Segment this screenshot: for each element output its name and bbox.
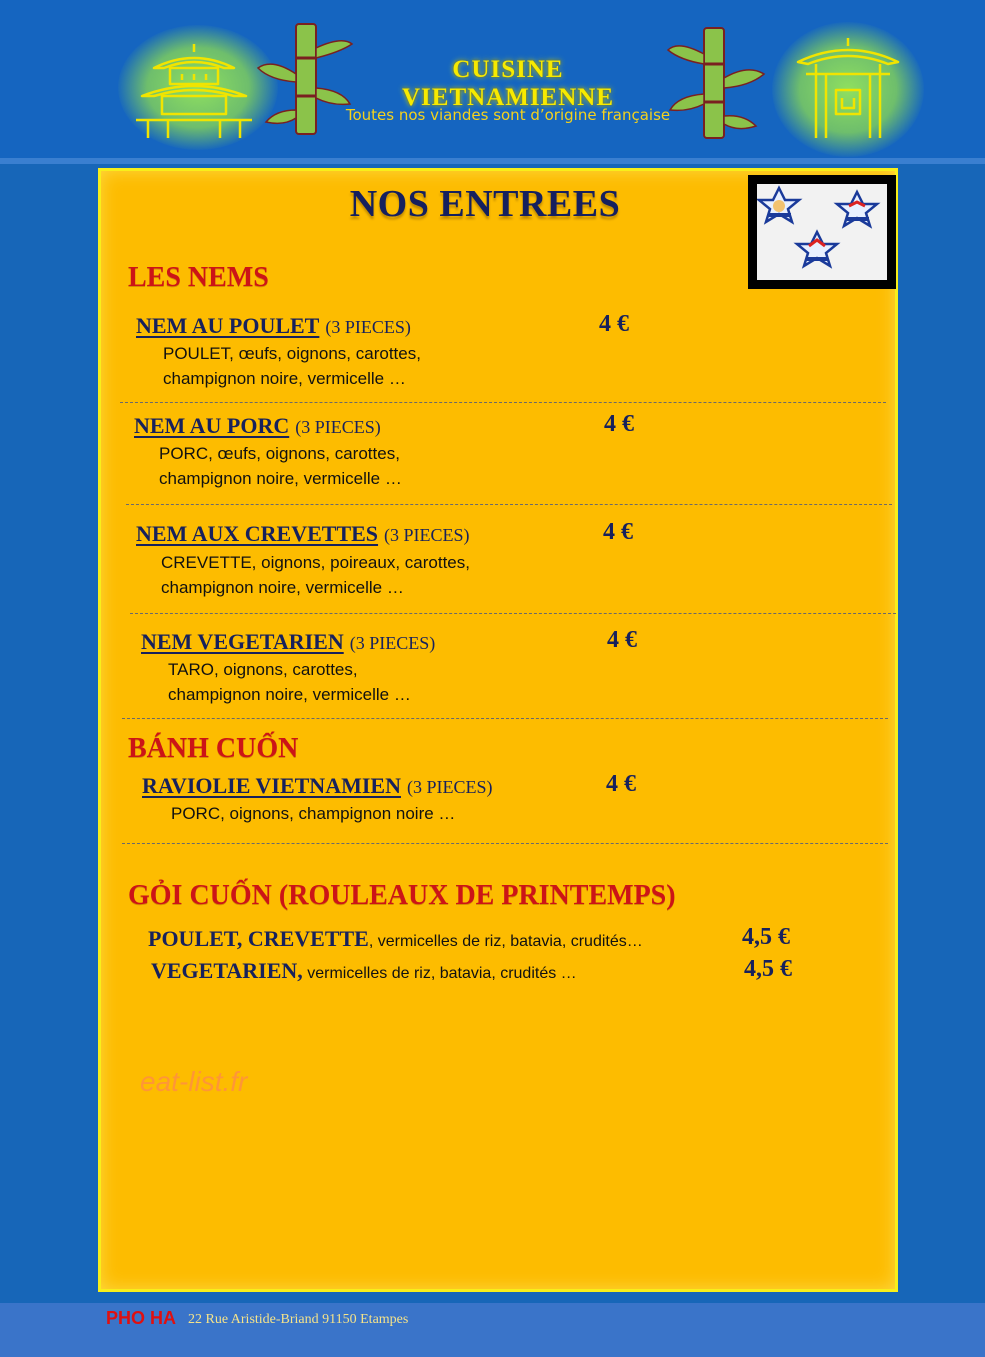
item-description-line: TARO, oignons, carottes,	[168, 660, 358, 679]
restaurant-cuisine-title: CUISINE VIETNAMIENNE	[401, 56, 615, 111]
item-description	[159, 441, 402, 491]
item-name-text: VEGETARIEN,	[151, 958, 303, 983]
origin-labels-badge	[748, 175, 896, 289]
item-quantity: (3 PIECES)	[295, 417, 381, 437]
item-divider	[122, 718, 888, 719]
spring-roll-item	[148, 926, 643, 952]
menu-item-name	[134, 413, 381, 439]
item-price: 4,5 €	[742, 924, 790, 950]
item-price: 4 €	[607, 627, 637, 653]
section-title-goi-cuon: GỎI CUỐN (ROULEAUX DE PRINTEMPS)	[128, 880, 676, 911]
item-divider	[120, 402, 886, 403]
item-name-text: RAVIOLIE VIETNAMIEN	[142, 773, 401, 798]
item-quantity: (3 PIECES)	[325, 317, 411, 337]
item-description	[168, 657, 411, 707]
item-name-text: NEM AU PORC	[134, 413, 290, 438]
menu-item-name	[142, 773, 492, 799]
torii-gate-icon	[792, 34, 904, 142]
item-price: 4 €	[603, 519, 633, 545]
item-name-text: NEM AUX CREVETTES	[136, 521, 379, 546]
item-quantity: (3 PIECES)	[406, 777, 493, 797]
item-description: vermicelles de riz, batavia, crudités …	[302, 965, 577, 982]
item-name-text: NEM AU POULET	[136, 313, 320, 338]
item-description	[163, 341, 421, 391]
item-description-line: PORC, oignons, champignon noire …	[171, 804, 456, 823]
pagoda-icon	[132, 38, 256, 142]
restaurant-address: 22 Rue Aristide-Briand 91150 Etampes	[188, 1312, 409, 1327]
watermark-text: eat-list.fr	[140, 1066, 248, 1097]
star-label-icon	[837, 192, 877, 226]
item-description-line: champignon noire, vermicelle …	[159, 469, 402, 488]
star-label-icon	[797, 232, 837, 266]
item-divider	[126, 504, 892, 505]
menu-item-name	[141, 629, 435, 655]
item-price: 4,5 €	[744, 956, 792, 982]
menu-item-name	[136, 313, 411, 339]
section-title-banh-cuon: BÁNH CUỐN	[128, 733, 299, 764]
item-description-line: PORC, œufs, oignons, carottes,	[159, 444, 400, 463]
star-label-icon	[759, 188, 799, 222]
item-price: 4 €	[604, 411, 634, 437]
item-description	[161, 550, 470, 600]
item-description-line: champignon noire, vermicelle …	[163, 369, 406, 388]
item-quantity: (3 PIECES)	[384, 525, 470, 545]
item-description: , vermicelles de riz, batavia, crudités…	[368, 933, 643, 950]
page-title: NOS ENTREES	[349, 183, 621, 225]
item-name-text: NEM VEGETARIEN	[141, 629, 344, 654]
item-name-text: POULET, CREVETTE	[148, 926, 369, 951]
item-description	[171, 801, 455, 826]
header-divider	[0, 158, 985, 164]
item-divider	[130, 613, 896, 614]
item-quantity: (3 PIECES)	[349, 633, 436, 653]
item-price: 4 €	[606, 771, 636, 797]
item-description-line: POULET, œufs, oignons, carottes,	[163, 344, 421, 363]
item-description-line: CREVETTE, oignons, poireaux, carottes,	[161, 553, 470, 572]
menu-item-name	[136, 521, 470, 547]
restaurant-name: PHO HA	[106, 1308, 177, 1328]
item-price: 4 €	[599, 311, 629, 337]
bamboo-right-icon	[664, 22, 768, 144]
section-title-nems: LES NEMS	[128, 262, 269, 293]
item-divider	[122, 843, 888, 844]
item-description-line: champignon noire, vermicelle …	[168, 685, 411, 704]
item-description-line: champignon noire, vermicelle …	[161, 578, 404, 597]
meat-origin-subtitle: Toutes nos viandes sont d’origine française	[345, 106, 671, 124]
spring-roll-item	[151, 958, 577, 984]
